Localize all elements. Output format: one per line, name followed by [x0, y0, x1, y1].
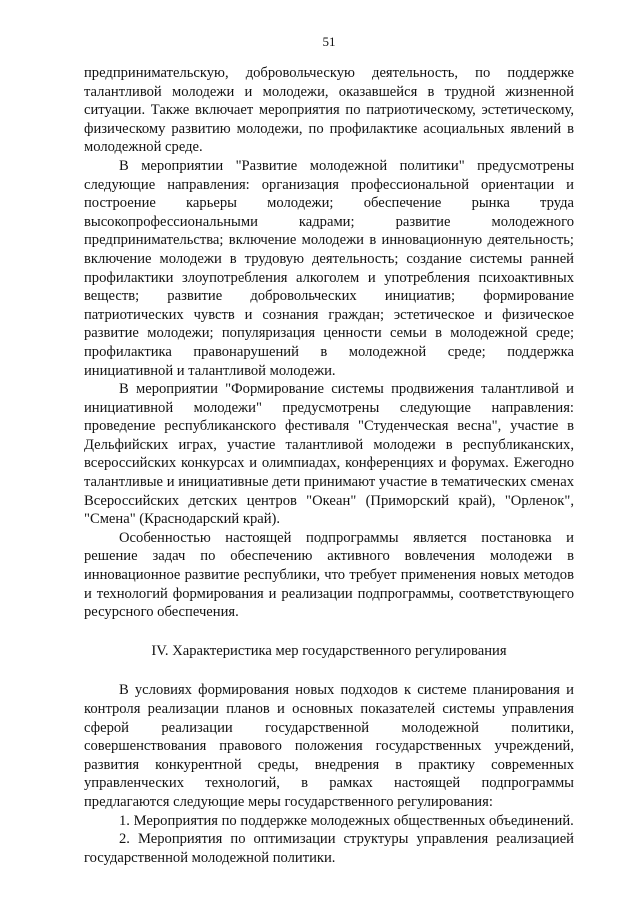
paragraph-youth-policy-development: В мероприятии "Развитие молодежной политики" предусмотрены следующие направления: организация профессиональной ориентации и построение карьеры молодежи; обеспечение рынка труда высокопрофессиональными кадрами; развитие молодежного предпринимательства; включение молодежи в инновационную деятельность; включение молодежи в трудовую деятельность; создание системы ранней профилактики злоупотребления алкоголем и употребления психоактивных веществ; развитие добровольческих инициатив; формирование патриотических чувств и сознания граждан; эстетическое и физическое развитие молодежи; популяризация ценности семьи в молодежной среде; профилактика правонарушений в молодежной среде; поддержка инициативной и талантливой молодежи. [84, 157, 574, 379]
document-page [84, 34, 574, 867]
section-heading: IV. Характеристика мер государственного регулирования [151, 642, 507, 659]
paragraph-regulation-measures-intro: В условиях формирования новых подходов к системе планирования и контроля реализации планов и основных показателей системы управления сферой реализации государственной молодежной политики, совершенствования правового положения государственных учреждений, развития конкурентной среды, внедрения в практику современных управленческих технологий, в рамках настоящей подпрограммы предлагаются следующие меры государственного регулирования: [84, 682, 574, 810]
list-item-measure-2: 2. Мероприятия по оптимизации структуры управления реализацией государственной молодежной политики. [84, 831, 574, 866]
paragraph-talented-youth-promotion: В мероприятии "Формирование системы продвижения талантливой и инициативной молодежи" предусмотрены следующие направления: проведение республиканского фестиваля "Студенческая весна", участие в Дельфийских играх, участие талантливой молодежи в республиканских, всероссийских конкурсах и олимпиадах, конференциях и форумах. Ежегодно талантливые и инициативные дети принимают участие в тематических сменах Всероссийских детских центров "Океан" (Приморский край), "Орленок", "Смена" (Краснодарский край). [84, 381, 574, 528]
page-number: 51 [322, 34, 336, 49]
paragraph-subprogram-feature: Особенностью настоящей подпрограммы является постановка и решение задач по обеспечению активного вовлечения молодежи в инновационное развитие республики, что требует применения новых методов и технологий формирования и реализации подпрограммы, соответствующего ресурсного обеспечения. [84, 529, 574, 621]
list-item-measure-1: 1. Мероприятия по поддержке молодежных общественных объединений. [119, 812, 574, 829]
paragraph-intro-continuation: предпринимательскую, добровольческую деятельность, по поддержке талантливой молодежи и молодежи, оказавшейся в трудной жизненной ситуации. Также включает мероприятия по патриотическому, эстетическому, физическому развитию молодежи, по профилактике асоциальных явлений в молодежной среде. [84, 65, 574, 156]
